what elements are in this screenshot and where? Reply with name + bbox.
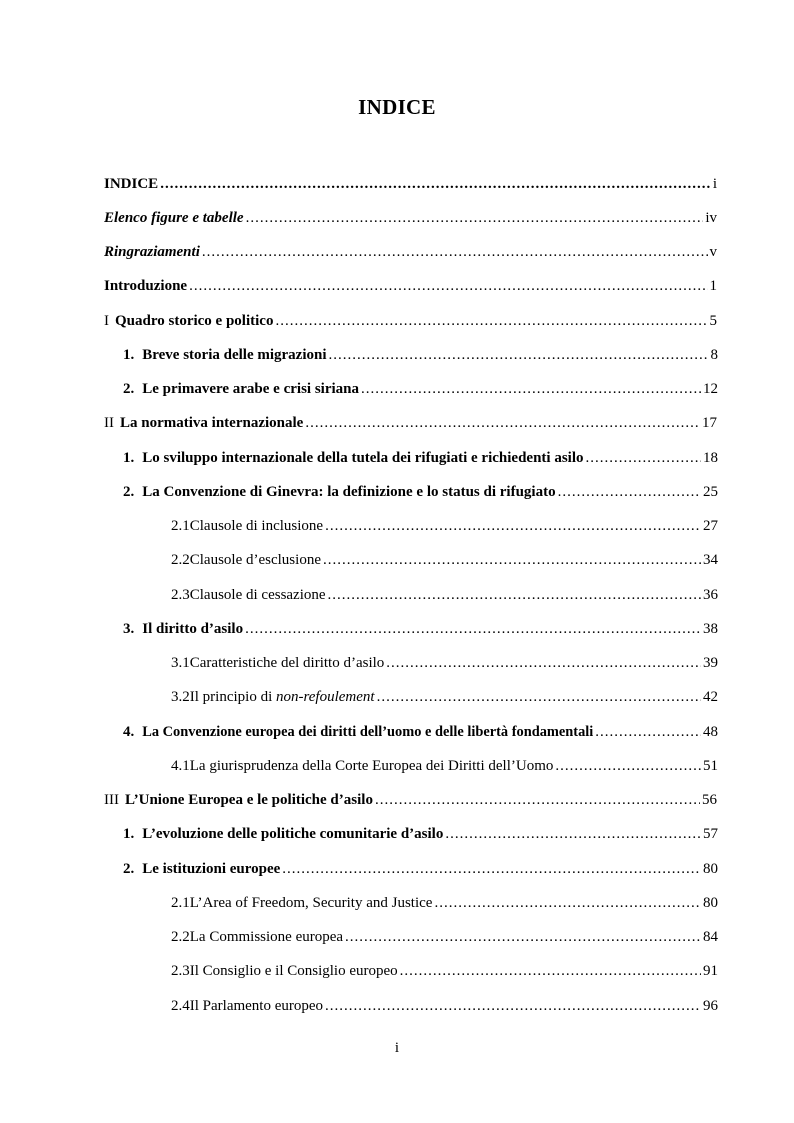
toc-entry-introduzione[interactable] [104,276,717,296]
toc-page-number: 91 [703,963,718,979]
toc-entry-2-2-2[interactable] [171,550,718,570]
toc-entry-text: La Convenzione europea dei diritti dell’uomo e delle libertà fondamentali [142,724,594,740]
toc-entry-3-2-2[interactable] [171,927,718,947]
toc-entry-2-3-2[interactable] [171,687,718,707]
toc-subsection-number: 2.3 [171,963,190,979]
toc-chapter-number: I [104,313,109,329]
leader-dots [555,756,701,776]
toc-page-number: i [712,176,717,192]
toc-page-number: iv [705,210,717,226]
toc-entry-2-3-1[interactable] [171,653,718,673]
toc-entry-text: La normativa internazionale [120,415,304,431]
toc-entry-text: Il diritto d’asilo [142,621,244,637]
toc-section-number: 2. [123,484,135,500]
toc-entry-text: Caratteristiche del diritto d’asilo [189,655,385,671]
leader-dots [445,824,701,844]
toc-page-number: 39 [703,655,718,671]
toc-entry-text: L’evoluzione delle politiche comunitarie d’asilo [142,826,444,842]
toc-entry-text: Le istituzioni europee [142,861,281,877]
toc-entry-text: Il Parlamento europeo [189,998,324,1014]
toc-page-number: 57 [703,826,718,842]
toc-page-number: 34 [703,552,718,568]
leader-dots [434,893,701,913]
leader-dots [189,276,707,296]
toc-page-number: 25 [703,484,718,500]
toc-entry-text: Le primavere arabe e crisi siriana [142,381,360,397]
toc-entry-ringraziamenti[interactable] [104,242,717,262]
leader-dots [323,550,701,570]
toc-section-number: 1. [123,826,135,842]
toc-chapter-number: II [104,415,114,431]
toc-subsection-number: 3.2 [171,689,190,705]
toc-page-number: 1 [709,278,717,294]
toc-page-number: 96 [703,998,718,1014]
toc-entry-indice[interactable] [104,174,717,194]
toc-section-number: 4. [123,724,135,740]
toc-entry-text: La Convenzione di Ginevra: la definizione e lo status di rifugiato [142,484,556,500]
leader-dots [400,961,701,981]
toc-entry-text: L’Unione Europea e le politiche d’asilo [125,792,373,808]
toc-page-number: 80 [703,861,718,877]
toc-page-number: 17 [702,415,717,431]
toc-page-number: 5 [709,313,717,329]
toc-subsection-number: 2.1 [171,518,190,534]
toc-page-number: 48 [703,724,718,740]
toc-section-number: 3. [123,621,135,637]
toc-entry-chapter-2[interactable] [104,413,717,433]
toc-entry-text: Clausole di inclusione [189,518,324,534]
toc-subsection-number: 4.1 [171,758,190,774]
toc-entry-1-1[interactable] [123,345,718,365]
toc-page-number: 51 [703,758,718,774]
leader-dots [361,379,701,399]
toc-entry-text: Ringraziamenti [104,244,200,260]
toc-entry-elenco-figure[interactable] [104,208,717,228]
toc-page-number: 12 [703,381,718,397]
toc-entry-3-2-1[interactable] [171,893,718,913]
leader-dots [246,208,704,228]
toc-entry-text: Il principio di [189,689,273,705]
leader-dots [275,311,707,331]
leader-dots [558,482,701,502]
toc-entry-2-2-3[interactable] [171,585,718,605]
toc-entry-text: Introduzione [104,278,188,294]
leader-dots [586,448,702,468]
leader-dots [202,242,708,262]
toc-page-number: 8 [710,347,718,363]
leader-dots [305,413,700,433]
toc-page-number: v [709,244,717,260]
toc-entry-2-4-1[interactable] [171,756,718,776]
toc-entry-1-2[interactable] [123,379,718,399]
toc-entry-text: INDICE [104,176,159,192]
toc-subsection-number: 2.1 [171,895,190,911]
toc-entry-text: L’Area of Freedom, Security and Justice [189,895,433,911]
toc-page-number: 18 [703,450,718,466]
toc-entry-chapter-1[interactable] [104,311,717,331]
toc-entry-text: Breve storia delle migrazioni [142,347,327,363]
toc-entry-3-2-3[interactable] [171,961,718,981]
leader-dots [245,619,701,639]
toc-entry-text-italic: non-refoulement [276,689,375,705]
leader-dots [325,516,701,536]
toc-subsection-number: 2.3 [171,587,190,603]
page-footer-number: i [394,1040,400,1056]
toc-section-number: 2. [123,381,135,397]
toc-chapter-number: III [104,792,119,808]
toc-entry-text: Clausole d’esclusione [189,552,321,568]
toc-page-number: 56 [702,792,717,808]
toc-entry-text: Lo sviluppo internazionale della tutela dei rifugiati e richiedenti asilo [142,450,584,466]
toc-entry-2-3[interactable] [123,619,718,639]
toc-entry-2-2-1[interactable] [171,516,718,536]
toc-subsection-number: 2.4 [171,998,190,1014]
toc-entry-text: Il Consiglio e il Consiglio europeo [189,963,398,979]
leader-dots [325,996,701,1016]
toc-page-number: 38 [703,621,718,637]
leader-dots [282,859,701,879]
page-title: INDICE [358,95,436,119]
leader-dots [377,687,701,707]
toc-entry-text: Clausole di cessazione [189,587,326,603]
toc-entry-2-4[interactable] [123,722,718,742]
toc-entry-chapter-3[interactable] [104,790,717,810]
toc-entry-text: La Commissione europea [189,929,344,945]
toc-page-number: 27 [703,518,718,534]
toc-entry-3-2-4[interactable] [171,996,718,1016]
toc-entry-2-2[interactable] [123,482,718,502]
toc-page-number: 42 [703,689,718,705]
toc-section-number: 2. [123,861,135,877]
toc-entry-text: Quadro storico e politico [115,313,274,329]
toc-subsection-number: 2.2 [171,929,190,945]
toc-entry-2-1[interactable] [123,448,718,468]
leader-dots [595,722,701,742]
toc-section-number: 1. [123,450,135,466]
leader-dots [375,790,700,810]
toc-entry-text: La giurisprudenza della Corte Europea dei Diritti dell’Uomo [189,758,554,774]
toc-section-number: 1. [123,347,135,363]
toc-page-number: 84 [703,929,718,945]
leader-dots [386,653,701,673]
toc-subsection-number: 2.2 [171,552,190,568]
leader-dots [345,927,701,947]
toc-entry-text: Elenco figure e tabelle [104,210,244,226]
leader-dots [160,174,711,194]
toc-entry-3-1[interactable] [123,824,718,844]
toc-page-number: 36 [703,587,718,603]
toc-subsection-number: 3.1 [171,655,190,671]
toc-entry-3-2[interactable] [123,859,718,879]
leader-dots [328,585,701,605]
leader-dots [329,345,709,365]
toc-page-number: 80 [703,895,718,911]
